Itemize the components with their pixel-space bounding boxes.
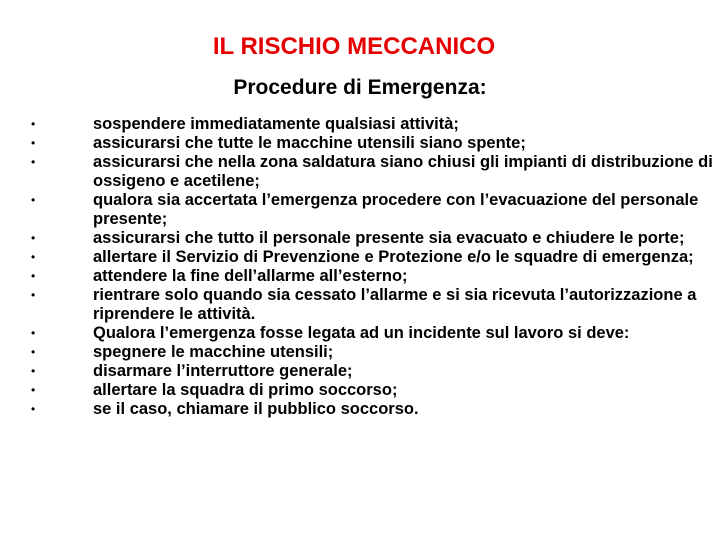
- list-item: [30, 267, 720, 286]
- slide-title: IL RISCHIO MECCANICO: [212, 33, 496, 60]
- bullet-icon: •: [31, 117, 36, 131]
- list-item: [30, 381, 720, 400]
- list-item-text: spegnere le macchine utensili;: [93, 343, 334, 361]
- list-item-text: Qualora l’emergenza fosse legata ad un incidente sul lavoro si deve:: [93, 324, 630, 342]
- bullet-icon: •: [31, 383, 36, 397]
- bullet-icon: •: [31, 250, 36, 264]
- list-item: [30, 286, 720, 324]
- list-item-text: assicurarsi che nella zona saldatura siano chiusi gli impianti di distribuzione di ossigeno e acetilene;: [93, 153, 713, 190]
- bullet-icon: •: [31, 402, 36, 416]
- list-item-text: allertare il Servizio di Prevenzione e Protezione e/o le squadre di emergenza;: [93, 248, 694, 266]
- list-item: [30, 362, 720, 381]
- list-item: [30, 134, 720, 153]
- list-item: [30, 115, 720, 134]
- list-item: [30, 400, 720, 419]
- bullet-icon: •: [31, 326, 36, 340]
- list-item-text: disarmare l’interruttore generale;: [93, 362, 353, 380]
- slide-subtitle: Procedure di Emergenza:: [233, 76, 487, 99]
- list-item: [30, 153, 720, 191]
- list-item-text: se il caso, chiamare il pubblico soccorso.: [93, 400, 419, 418]
- list-item: [30, 229, 720, 248]
- list-item-text: rientrare solo quando sia cessato l’allarme e si sia ricevuta l’autorizzazione a riprendere le attività.: [93, 286, 697, 323]
- list-item: [30, 343, 720, 362]
- bullet-icon: •: [31, 136, 36, 150]
- bullet-icon: •: [31, 345, 36, 359]
- bullet-icon: •: [31, 364, 36, 378]
- list-item-text: allertare la squadra di primo soccorso;: [93, 381, 398, 399]
- bullet-icon: •: [31, 155, 36, 169]
- list-item-text: qualora sia accertata l’emergenza procedere con l’evacuazione del personale presente;: [93, 191, 699, 228]
- bullet-icon: •: [31, 269, 36, 283]
- list-item: [30, 324, 720, 343]
- list-item-text: sospendere immediatamente qualsiasi attività;: [93, 115, 459, 133]
- bullet-icon: •: [31, 231, 36, 245]
- bullet-icon: •: [31, 193, 36, 207]
- list-item-text: assicurarsi che tutto il personale presente sia evacuato e chiudere le porte;: [93, 229, 685, 247]
- bullet-icon: •: [31, 288, 36, 302]
- list-item: [30, 191, 720, 229]
- emergency-procedure-list: [30, 115, 720, 419]
- list-item: [30, 248, 720, 267]
- list-item-text: assicurarsi che tutte le macchine utensili siano spente;: [93, 134, 526, 152]
- list-item-text: attendere la fine dell’allarme all’esterno;: [93, 267, 408, 285]
